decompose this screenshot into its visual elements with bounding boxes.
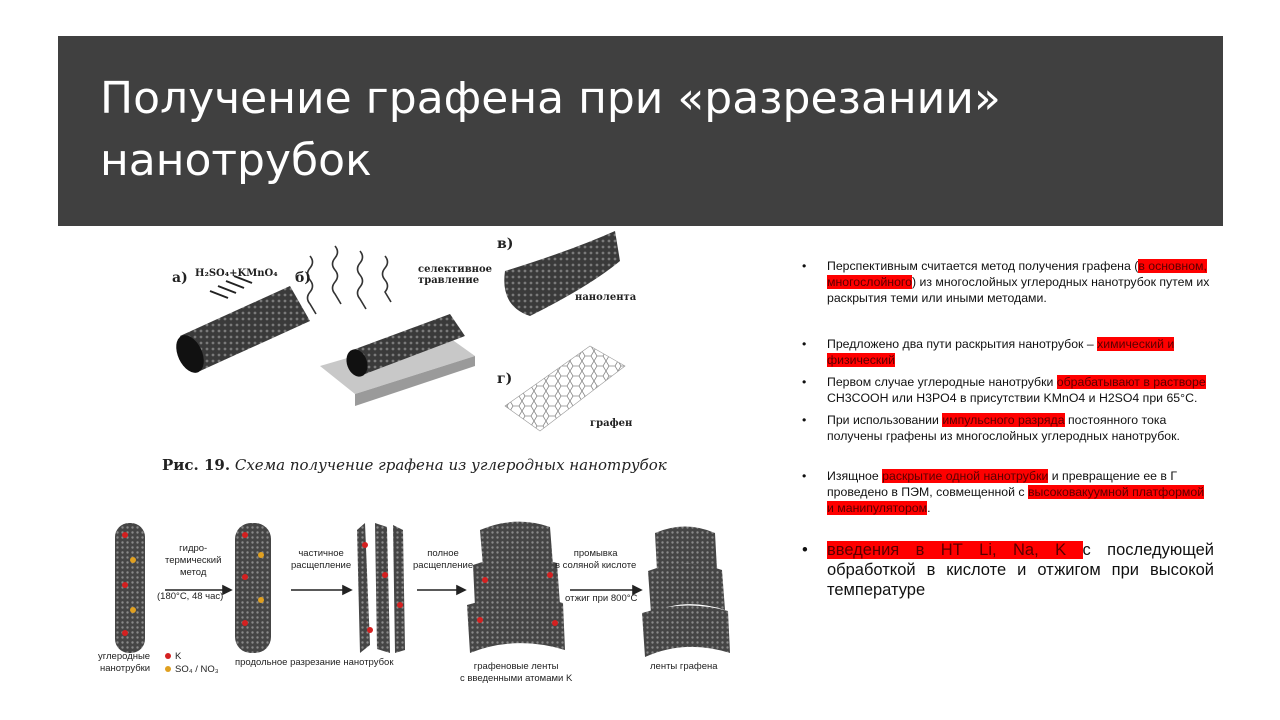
bullet-3: • Первом случае углеродные нанотрубки обрабатывают в растворе CH3COOH или H3PO4 в присутствии KMnO4 и H2SO4 при 65°C. [802,375,1206,405]
caption-text: Схема получение графена из углеродных нанотрубок [234,456,667,474]
nanoribbon-label: нанолента [575,292,637,303]
slide-title: Получение графена при «разрезании» нанотрубок [100,73,1001,186]
partially-split-tube [357,523,405,653]
nanoribbon-v [504,231,620,316]
wash-label: промывка в соляной кислоте [555,548,637,571]
anneal-label: отжиг при 800°C [565,593,638,604]
intercalated-tube [235,523,271,653]
label-v: в) [497,236,514,252]
bullet-6: • введения в НТ Li, Na, K с последующей обработкой в кислоте и отжигом при высокой температуре [802,541,1214,599]
hydrothermal-label: гидро- термический метод [165,543,222,578]
figure-nanotube-cutting-scheme [150,226,690,486]
longitudinal-label: продольное разрезание нанотрубок [235,657,394,668]
so4-legend-dot [165,666,171,672]
cnt-label: углеродные нанотрубки [98,651,151,674]
label-a: а) [172,270,188,286]
k-legend-dot [165,653,171,659]
graphene-label: графен [590,418,633,429]
label-g: г) [497,371,513,387]
legend-k-label: K [175,651,182,662]
nanotube-a [171,276,310,377]
selective-etching-label: селективное травление [418,264,492,286]
figure-caption [162,456,667,474]
title-bar [58,36,1223,226]
bullet-2: • Предложено два пути раскрытия нанотрубок – химический и физический [802,337,1175,367]
full-split-label: полное расщепление [413,548,474,571]
figure-unzipping-process [95,505,750,695]
graphene-ribbons [642,527,730,658]
legend-so4-label: SO₄ / NO₃ [175,664,219,675]
bullet-4: • При использовании импульсного разряда постоянного тока получены графены из многослойных углеродных нанотрубок. [802,413,1180,443]
conditions-label: (180°C, 48 час) [157,591,224,602]
bullet-5: • Изящное раскрытие одной нанотрубки и превращение ее в Г проведено в ПЭМ, совмещенной с высоковакуумной платформой и манипулятором. [802,469,1205,515]
partial-split-label: частичное расщепление [291,548,352,571]
ribbons-label: ленты графена [650,661,718,672]
caption-number: Рис. 19. [162,456,231,474]
graphene-ribbons-with-k [467,522,565,653]
ribbons-k-label: графеновые ленты с введенными атомами K [460,661,573,684]
reagent-label: H₂SO₄+KMnO₄ [195,268,278,279]
bullet-list [802,258,1214,600]
label-b: б) [295,270,311,286]
bullet-1: • Перспективным считается метод получения графена (в основном, многослойного) из многослойных углеродных нанотрубок путем их раскрытия теми или иными методами. [802,259,1210,305]
cnt-tube [115,523,145,653]
